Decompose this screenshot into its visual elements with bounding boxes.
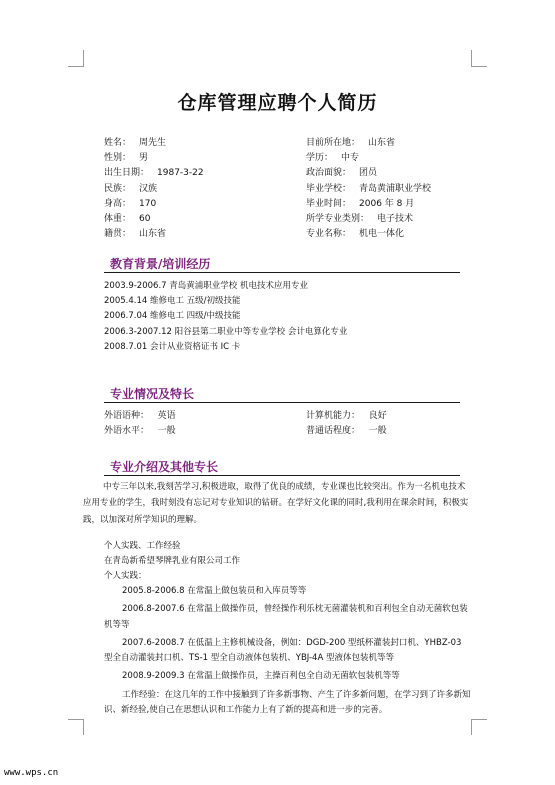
list-item: 2008.7.01 会计从业资格证书 IC 卡 bbox=[104, 341, 241, 352]
section-heading-skills: 专业情况及特长 bbox=[110, 387, 195, 401]
info-left: 体重： 60 bbox=[104, 213, 151, 224]
experience-header bbox=[104, 539, 240, 585]
experience-item: 2005.8-2006.8 在常温上做包装员和入库员等等 bbox=[122, 586, 307, 596]
crop-mark-bottom-left-v bbox=[83, 719, 84, 735]
education-list bbox=[104, 279, 347, 355]
info-left: 身高： 170 bbox=[104, 198, 157, 209]
experience-list bbox=[104, 584, 472, 721]
crop-mark-bottom-left-h bbox=[68, 719, 84, 720]
list-item: 2006.3-2007.12 阳谷县第二职业中等专业学校 会计电算化专业 bbox=[104, 326, 348, 337]
experience-item: 2008.9-2009.3 在常温上做操作员，主操百利包全自动无菌软包装机等等 bbox=[122, 671, 400, 682]
info-right: 毕业学校： 青岛黄浦职业学校 bbox=[306, 183, 432, 194]
info-row bbox=[104, 227, 504, 242]
skill-left: 外语水平： 一般 bbox=[104, 426, 176, 436]
experience-header-line: 个人实践、工作经验 bbox=[104, 541, 181, 551]
info-right: 学历： 中专 bbox=[306, 153, 360, 164]
info-left: 姓名： 周先生 bbox=[104, 138, 167, 148]
info-right: 所学专业类别： 电子技术 bbox=[306, 213, 414, 224]
list-item: 2003.9-2006.7 青岛黄浦职业学校 机电技术应用专业 bbox=[104, 281, 308, 291]
crop-mark-top-right-h bbox=[471, 66, 487, 67]
intro-paragraph: 中专三年以来,我刻苦学习,积极进取，取得了优良的成绩，专业课也比较突出。作为一名机电技术应用专业的学生，我时刻没有忘记对专业知识的钻研。在学好文化课的同时,我利用在课余时间，积极实践，以加深对所学知识的理解。 bbox=[83, 482, 469, 525]
crop-mark-top-left-v bbox=[83, 50, 84, 66]
info-row bbox=[104, 182, 504, 197]
skill-left: 外语语种： 英语 bbox=[104, 411, 176, 421]
experience-item: 2006.8-2007.6 在常温上做操作员，曾经操作利乐枕无菌灌装机和百利包全自动无菌软包装机等等 bbox=[104, 604, 468, 630]
section-heading-intro: 专业介绍及其他专长 bbox=[110, 460, 219, 474]
crop-mark-bottom-right-h bbox=[471, 719, 487, 720]
info-left: 性别： 男 bbox=[104, 153, 149, 164]
skill-right: 普通话程度： 一般 bbox=[306, 426, 387, 436]
info-right: 专业名称： 机电一体化 bbox=[306, 229, 405, 240]
watermark: www.wps.cn bbox=[4, 768, 59, 778]
personal-info bbox=[104, 136, 504, 242]
skill-row bbox=[104, 409, 504, 424]
skill-row bbox=[104, 424, 504, 439]
experience-item: 2007.6-2008.7 在低温上主修机械设备，例如：DGD-200 型纸杯灌装封口机、YHBZ-03 型全自动灌装封口机、TS-1 型全自动液体包装机、YBJ-4A 型液体包装机等等 bbox=[104, 637, 462, 664]
skill-right: 计算机能力： 良好 bbox=[306, 411, 387, 421]
info-row bbox=[104, 212, 504, 227]
section-divider bbox=[104, 272, 460, 273]
info-row bbox=[104, 166, 504, 181]
section-divider bbox=[104, 402, 460, 403]
crop-mark-bottom-right-v bbox=[471, 719, 472, 735]
experience-header-line: 在青岛新希望琴牌乳业有限公司工作 bbox=[104, 556, 241, 567]
experience-header-line: 个人实践： bbox=[104, 571, 147, 582]
info-right: 毕业时间： 2006 年 8 月 bbox=[306, 198, 415, 209]
info-left: 籍贯： 山东省 bbox=[104, 229, 167, 240]
section-divider bbox=[104, 475, 460, 476]
experience-item: 工作经验：在这几年的工作中接触到了许多新事物、产生了许多新问题，在学习到了许多新知识、新经验,使自己在思想认识和工作能力上有了新的提高和进一步的完善。 bbox=[104, 689, 471, 716]
crop-mark-top-right-v bbox=[471, 50, 472, 66]
info-row bbox=[104, 136, 504, 151]
info-right: 目前所在地： 山东省 bbox=[306, 138, 396, 148]
info-left: 出生日期： 1987-3-22 bbox=[104, 168, 204, 179]
skills-info bbox=[104, 409, 504, 439]
info-right: 政治面貌： 团员 bbox=[306, 168, 378, 179]
page-title: 仓库管理应聘个人简历 bbox=[177, 92, 378, 114]
section-heading-education: 教育背景/培训经历 bbox=[110, 257, 211, 271]
info-left: 民族： 汉族 bbox=[104, 183, 158, 194]
list-item: 2006.7.04 维修电工 四级/中级技能 bbox=[104, 311, 241, 322]
list-item: 2005.4.14 维修电工 五级/初级技能 bbox=[104, 296, 241, 307]
info-row bbox=[104, 197, 504, 212]
crop-mark-top-left-h bbox=[68, 66, 84, 67]
info-row bbox=[104, 151, 504, 166]
